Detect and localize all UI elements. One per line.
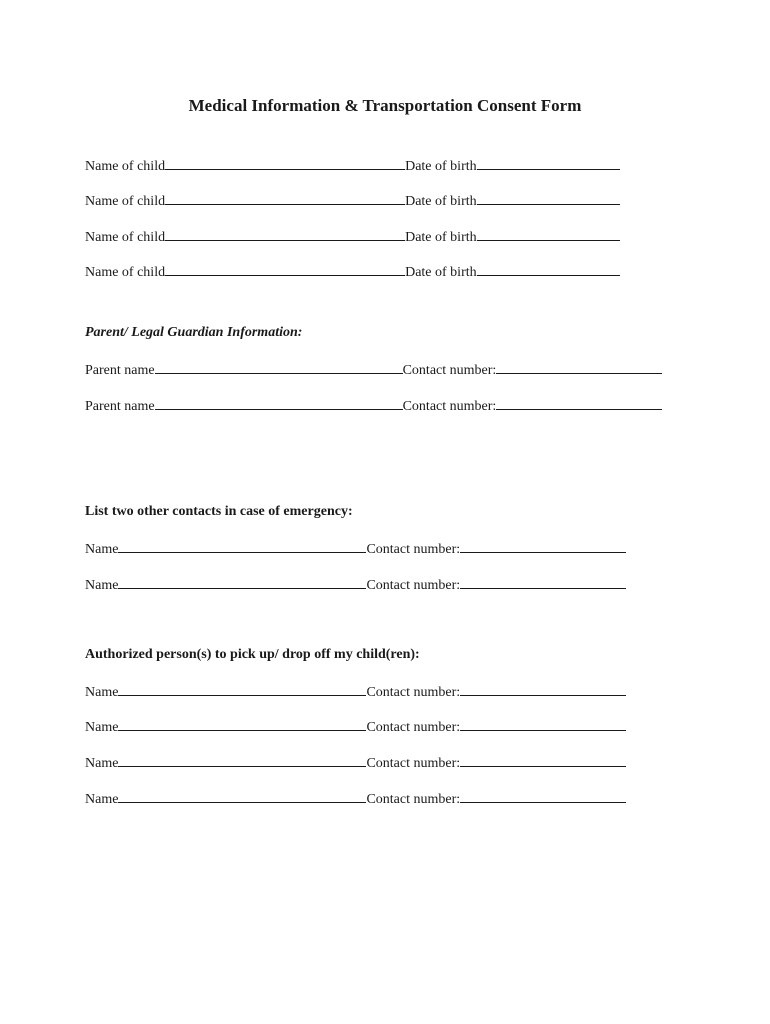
contact-number-field[interactable] [460,681,626,696]
child-row [85,155,620,175]
contact-number-field[interactable] [496,395,662,410]
emergency-row [85,574,626,594]
child-dob-field[interactable] [477,226,620,241]
contact-number-field[interactable] [460,538,626,553]
contact-number-label: Contact number: [366,756,461,771]
guardian-row [85,359,662,379]
child-name-label: Name of child [85,159,166,174]
child-row [85,226,620,246]
name-label: Name [85,578,119,593]
name-label: Name [85,756,119,771]
contact-number-field[interactable] [460,716,626,731]
child-dob-field[interactable] [477,155,620,170]
emergency-heading: List two other contacts in case of emergency: [85,504,353,519]
contact-number-label: Contact number: [366,720,461,735]
parent-name-field[interactable] [155,395,403,410]
name-field[interactable] [118,681,366,696]
name-field[interactable] [118,788,366,803]
name-field[interactable] [118,752,366,767]
child-dob-label: Date of birth [405,230,477,245]
name-label: Name [85,792,119,807]
name-label: Name [85,685,119,700]
contact-number-label: Contact number: [366,578,461,593]
contact-number-field[interactable] [460,752,626,767]
child-name-field[interactable] [165,226,405,241]
authorized-row [85,788,626,808]
parent-name-label: Parent name [85,363,155,378]
authorized-heading: Authorized person(s) to pick up/ drop off my child(ren): [85,647,420,662]
child-dob-label: Date of birth [405,194,477,209]
child-name-field[interactable] [165,155,405,170]
emergency-row [85,538,626,558]
child-dob-label: Date of birth [405,159,477,174]
child-dob-field[interactable] [477,261,620,276]
contact-number-field[interactable] [460,574,626,589]
contact-number-label: Contact number: [366,685,461,700]
name-label: Name [85,542,119,557]
authorized-row [85,716,626,736]
child-name-label: Name of child [85,194,166,209]
contact-number-label: Contact number: [366,792,461,807]
contact-number-field[interactable] [496,359,662,374]
name-field[interactable] [118,538,366,553]
name-label: Name [85,720,119,735]
child-name-label: Name of child [85,265,166,280]
contact-number-label: Contact number: [402,363,497,378]
child-row [85,261,620,281]
child-row [85,190,620,210]
contact-number-label: Contact number: [402,399,497,414]
parent-name-label: Parent name [85,399,155,414]
guardian-row [85,395,662,415]
parent-name-field[interactable] [155,359,403,374]
child-dob-label: Date of birth [405,265,477,280]
contact-number-label: Contact number: [366,542,461,557]
guardian-heading: Parent/ Legal Guardian Information: [85,325,303,340]
contact-number-field[interactable] [460,788,626,803]
authorized-row [85,681,626,701]
child-name-field[interactable] [165,261,405,276]
child-name-field[interactable] [165,190,405,205]
authorized-row [85,752,626,772]
name-field[interactable] [118,574,366,589]
child-name-label: Name of child [85,230,166,245]
name-field[interactable] [118,716,366,731]
form-title: Medical Information & Transportation Consent Form [188,96,582,115]
child-dob-field[interactable] [477,190,620,205]
